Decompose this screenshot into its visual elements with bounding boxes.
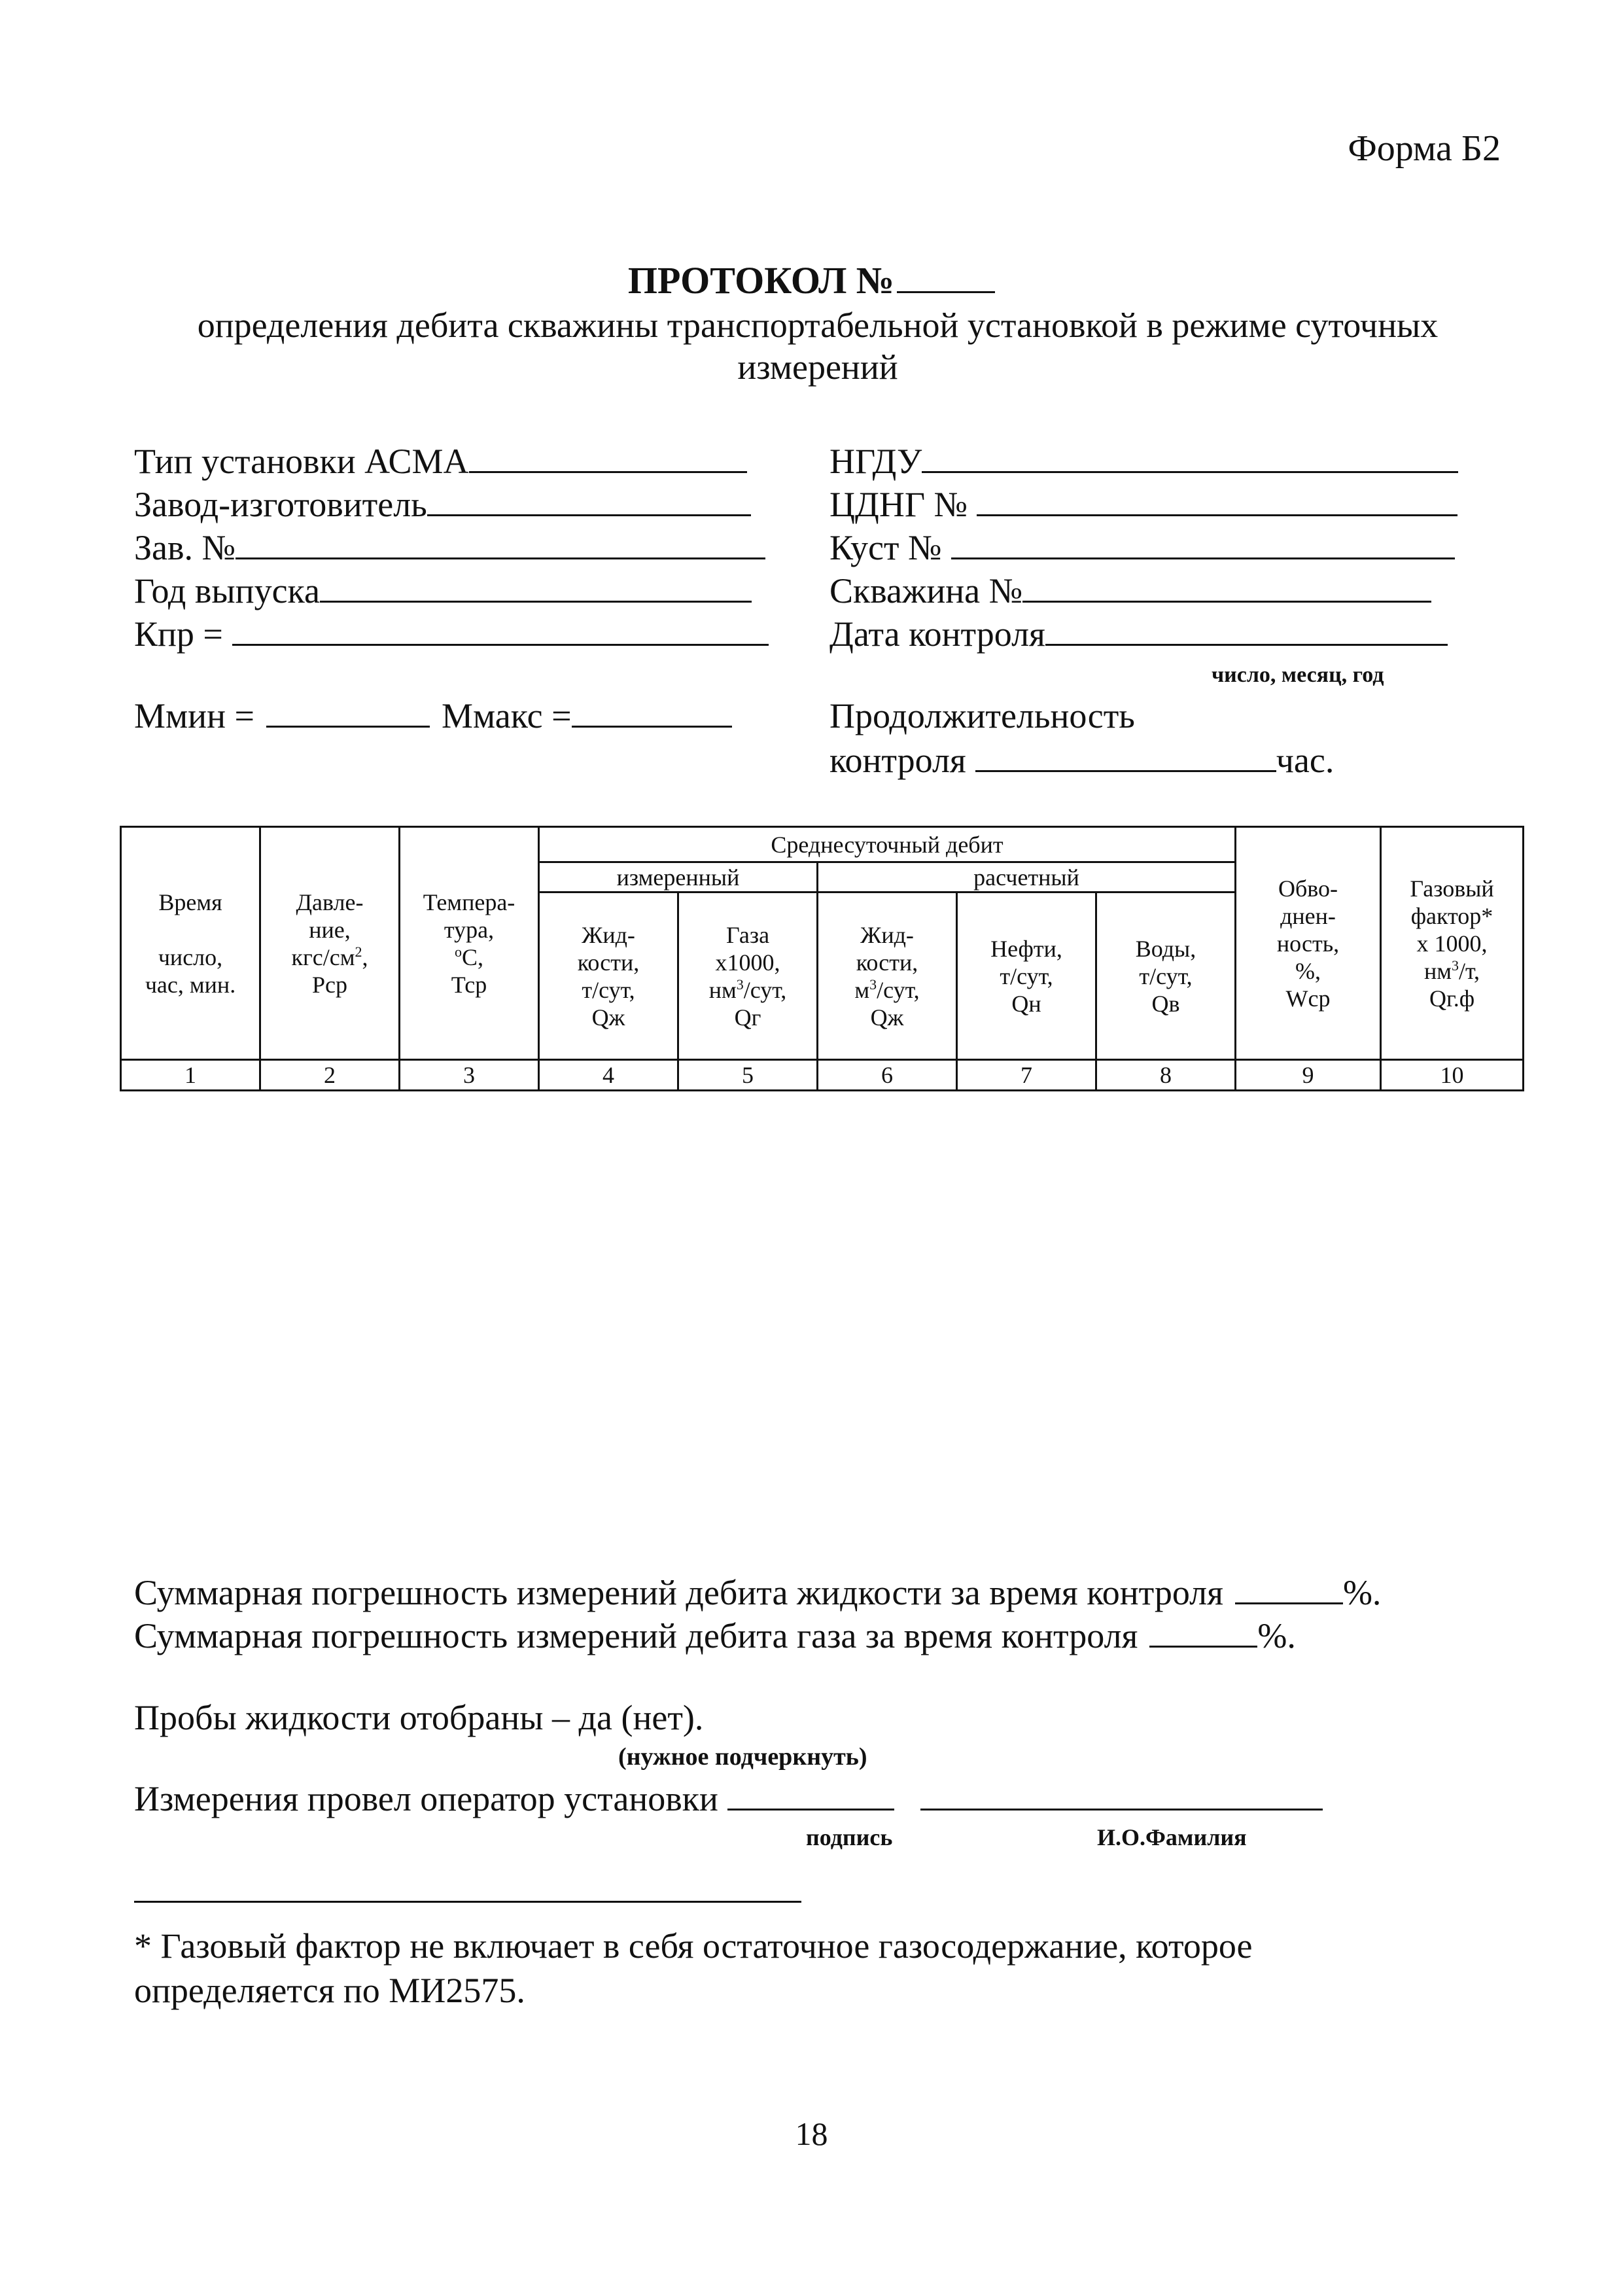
header-oil: Нефти, т/сут, Qн (957, 892, 1096, 1060)
field-well-label: Скважина № (829, 571, 1023, 610)
header-measured: измеренный (539, 862, 818, 892)
error-gas-field[interactable] (1149, 1616, 1257, 1648)
field-ngdu (829, 440, 1458, 482)
field-kpr-line[interactable] (232, 614, 769, 646)
footnote: * Газовый фактор не включает в себя остаточное газосодержание, которое определяется по МИ2575. (134, 1926, 1253, 2010)
operator-name-field[interactable] (920, 1778, 1323, 1810)
field-cdng-line[interactable] (977, 484, 1457, 516)
field-m-min-label: Ммин = (134, 696, 254, 735)
field-serial-number-line[interactable] (236, 527, 765, 559)
protocol-title (0, 258, 1623, 302)
field-control-date-line[interactable] (1045, 614, 1448, 646)
header-gas-factor: Газовый фактор* х 1000, $нм^3/т$, Qг.ф (1381, 827, 1524, 1060)
field-cluster-label: Куст № (829, 528, 942, 567)
field-duration (829, 739, 1334, 781)
duration-label: Продолжительность (829, 696, 1135, 735)
field-unit-type-label: Тип установки АСМА (134, 442, 469, 481)
field-control-date-label: Дата контроля (829, 614, 1045, 654)
column-number: 6 (818, 1060, 957, 1091)
field-unit-type-line[interactable] (469, 441, 747, 473)
field-year-line[interactable] (320, 571, 752, 603)
column-number: 7 (957, 1060, 1096, 1091)
field-manufacturer-line[interactable] (427, 484, 751, 516)
field-cluster-line[interactable] (951, 527, 1455, 559)
field-manufacturer-label: Завод-изготовитель (134, 485, 427, 524)
page-number: 18 (795, 2115, 828, 2152)
field-cdng (829, 484, 1457, 525)
column-number: 5 (678, 1060, 818, 1091)
protocol-subtitle: определения дебита скважины транспортабельной установкой в режиме суточных измерений (197, 306, 1439, 387)
field-year (134, 570, 752, 612)
header-gas: Газа х1000, $нм^3$/сут, Qг (678, 892, 818, 1060)
header-pressure: Давле- ние, кгс/$см^2$, Рср (260, 827, 400, 1060)
operator-label: Измерения провел оператор установки (134, 1779, 718, 1818)
column-number: 3 (400, 1060, 539, 1091)
field-cluster (829, 527, 1455, 569)
header-temperature: Темпера- тура, $^о$С, Тср (400, 827, 539, 1060)
protocol-number-field[interactable] (897, 260, 995, 293)
header-water-cut: Обво- днен- ность, %, Wср (1236, 827, 1381, 1060)
field-year-label: Год выпуска (134, 571, 320, 610)
header-liquid-calculated: Жид- кости, $м^3$/сут, Qж (818, 892, 957, 1060)
form-label: Форма Б2 (1348, 128, 1501, 169)
column-number: 1 (121, 1060, 260, 1091)
error-liquid-percent: %. (1342, 1573, 1382, 1612)
field-m-min-line[interactable] (266, 696, 430, 728)
field-kpr (134, 613, 769, 655)
field-unit-type (134, 440, 747, 482)
field-duration-label: контроля (829, 741, 966, 780)
field-manufacturer (134, 484, 751, 525)
operator-signature-field[interactable] (727, 1778, 894, 1810)
header-liquid-measured: Жид- кости, т/сут, Qж (539, 892, 678, 1060)
field-ngdu-label: НГДУ (829, 442, 922, 481)
field-duration-line[interactable] (975, 740, 1276, 772)
column-number: 8 (1096, 1060, 1236, 1091)
field-control-date (829, 613, 1448, 655)
footnote-separator (134, 1901, 801, 1903)
field-duration-unit: час. (1276, 741, 1335, 780)
field-cdng-label: ЦДНГ № (829, 485, 968, 524)
column-number: 10 (1381, 1060, 1524, 1091)
field-m-min-max (134, 695, 732, 737)
field-well (829, 570, 1431, 612)
field-m-max-line[interactable] (572, 696, 732, 728)
error-liquid-label: Суммарная погрешность измерений дебита жидкости за время контроля (134, 1573, 1223, 1612)
header-water: Воды, т/сут, Qв (1096, 892, 1236, 1060)
error-gas-percent: %. (1257, 1616, 1296, 1655)
samples-text: Пробы жидкости отобраны – да (нет). (134, 1698, 704, 1737)
samples-hint: (нужное подчеркнуть) (618, 1743, 867, 1771)
column-number: 2 (260, 1060, 400, 1091)
protocol-title-text: ПРОТОКОЛ № (627, 259, 895, 302)
error-liquid-field[interactable] (1235, 1572, 1343, 1604)
field-serial-number (134, 527, 765, 569)
error-gas-label: Суммарная погрешность измерений дебита газа за время контроля (134, 1616, 1138, 1655)
date-hint: число, месяц, год (1212, 663, 1384, 687)
error-gas-line (134, 1615, 1296, 1657)
header-calculated: расчетный (818, 862, 1236, 892)
field-serial-number-label: Зав. № (134, 528, 236, 567)
operator-line (134, 1778, 1323, 1820)
column-number: 9 (1236, 1060, 1381, 1091)
name-hint: И.О.Фамилия (1097, 1824, 1247, 1850)
field-ngdu-line[interactable] (922, 441, 1458, 473)
header-time: Время число, час, мин. (121, 827, 260, 1060)
field-well-line[interactable] (1022, 571, 1431, 603)
header-daily-rate: Среднесуточный дебит (539, 827, 1236, 862)
error-liquid-line (134, 1572, 1381, 1614)
field-kpr-label: Кпр = (134, 614, 223, 654)
protocol-table (120, 826, 1524, 1091)
field-m-max-label: Ммакс = (441, 696, 572, 735)
signature-hint: подпись (806, 1824, 893, 1850)
column-number: 4 (539, 1060, 678, 1091)
